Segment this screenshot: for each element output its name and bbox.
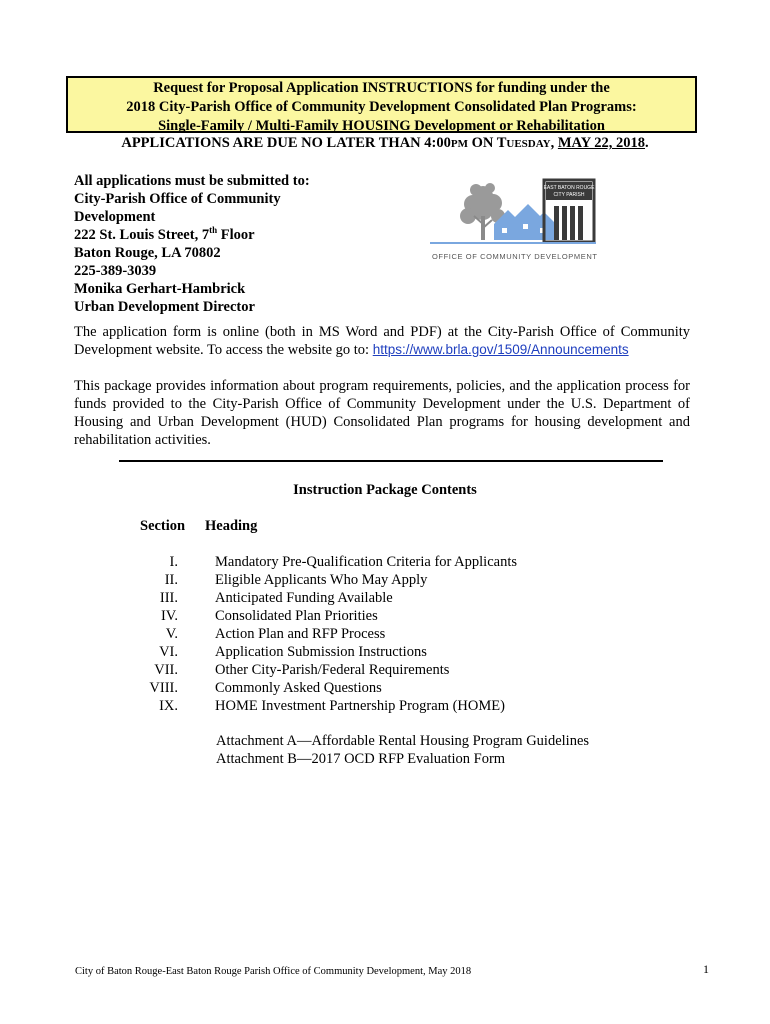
contact-name: Monika Gerhart-Hambrick xyxy=(74,281,246,297)
online-form-paragraph: The application form is online (both in MS Word and PDF) at the City-Parish Office of Community Development website. To access the website go to: https://www.brla.gov/1509/Announcements xyxy=(74,324,690,358)
list-item: I. Mandatory Pre-Qualification Criteria for Applicants xyxy=(169,554,517,570)
title-line-1: Request for Proposal Application INSTRUCTIONS for funding under the xyxy=(153,80,610,96)
address-city: Baton Rouge, LA 70802 xyxy=(74,245,221,261)
attachments-list xyxy=(216,732,589,768)
list-item: V. Action Plan and RFP Process xyxy=(165,626,386,642)
title-line-3: Single-Family / Multi-Family HOUSING Development or Rehabilitation xyxy=(158,118,605,134)
due-prefix: APPLICATIONS ARE DUE NO LATER THAN 4:00 xyxy=(121,135,451,151)
ocd-logo xyxy=(428,176,598,264)
list-item: VIII. Commonly Asked Questions xyxy=(149,680,382,696)
submission-address xyxy=(74,172,310,316)
section-column-header: Section xyxy=(140,518,186,534)
title-box xyxy=(66,76,697,133)
due-pm: PM xyxy=(450,138,468,150)
list-item: II. Eligible Applicants Who May Apply xyxy=(164,572,428,588)
contact-title: Urban Development Director xyxy=(74,299,255,315)
address-intro: All applications must be submitted to: xyxy=(74,173,310,189)
due-date: MAY 22, 2018 xyxy=(557,135,646,151)
list-item: IX. HOME Investment Partnership Program (HOME) xyxy=(159,698,505,714)
due-weekday-rest: UESDAY xyxy=(506,138,551,150)
address-street: 222 St. Louis Street, 7th Floor xyxy=(74,225,255,243)
due-date-notice xyxy=(0,135,770,152)
tree-houses-logo-icon xyxy=(428,176,598,264)
address-phone: 225-389-3039 xyxy=(74,263,157,279)
list-item: VII. Other City-Parish/Federal Requirements xyxy=(154,662,450,678)
list-item: III. Anticipated Funding Available xyxy=(159,590,393,606)
heading-column-header: Heading xyxy=(205,518,258,534)
address-office-cont: Development xyxy=(74,209,156,225)
announcements-link[interactable]: https://www.brla.gov/1509/Announcements xyxy=(372,342,629,357)
section-divider xyxy=(119,460,663,462)
title-line-2: 2018 City-Parish Office of Community Development Consolidated Plan Programs: xyxy=(126,99,637,115)
logo-caption: OFFICE OF COMMUNITY DEVELOPMENT xyxy=(432,252,598,261)
due-comma: , xyxy=(550,135,558,151)
attachment-a: Attachment A—Affordable Rental Housing Program Guidelines xyxy=(216,733,590,749)
address-office: City-Parish Office of Community xyxy=(74,191,281,207)
due-period: . xyxy=(645,135,649,151)
contents-list xyxy=(100,553,517,715)
page-footer: City of Baton Rouge-East Baton Rouge Parish Office of Community Development, May 2018 xyxy=(75,966,472,977)
package-description-paragraph: This package provides information about program requirements, policies, and the application process for funds provided to the City-Parish Office of Community Development under the U.S. Department of Housing and Urban Development (HUD) Consolidated Plan programs for housing development and rehabilitation activities. xyxy=(74,378,690,448)
logo-sign-line-1: EAST BATON ROUGE xyxy=(543,185,595,191)
attachment-b: Attachment B—2017 OCD RFP Evaluation Form xyxy=(216,751,506,767)
list-item: VI. Application Submission Instructions xyxy=(159,644,427,660)
logo-sign-line-2: CITY PARISH xyxy=(553,192,585,198)
page-number: 1 xyxy=(703,962,709,976)
contents-title: Instruction Package Contents xyxy=(293,482,477,498)
due-on: ON T xyxy=(467,135,507,151)
list-item: IV. Consolidated Plan Priorities xyxy=(160,608,378,624)
